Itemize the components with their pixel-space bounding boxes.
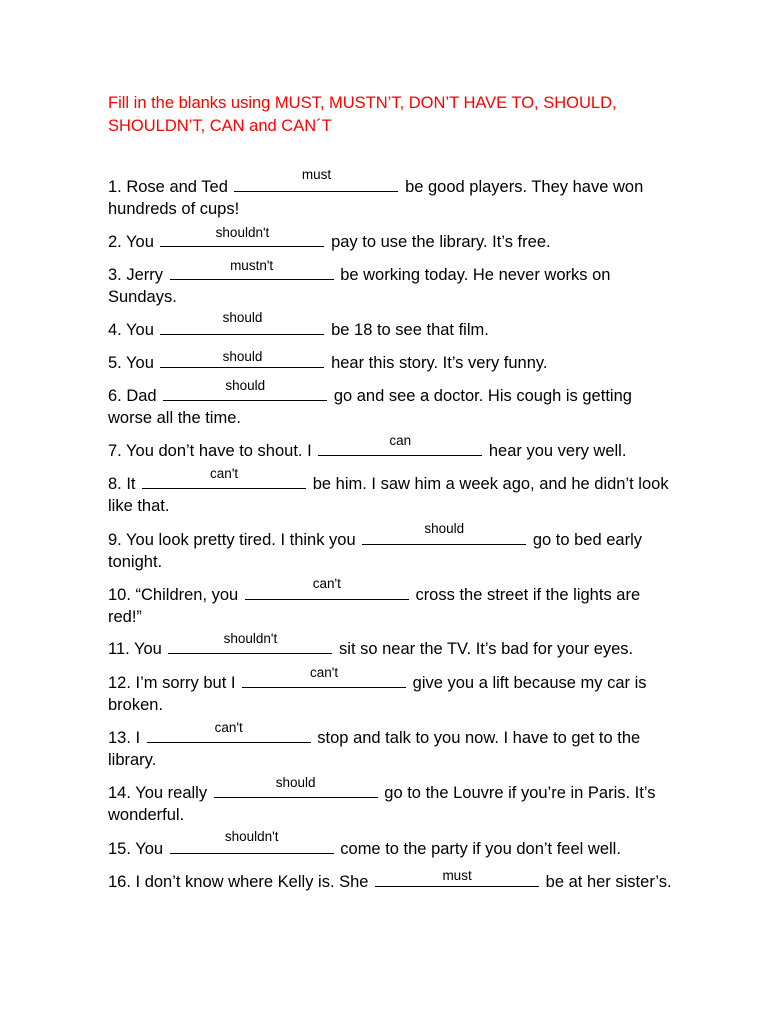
- answer-blank: [318, 433, 482, 456]
- question-text-after: be working today. He never works on Sundays.: [108, 266, 611, 306]
- answer-text: should: [424, 521, 465, 536]
- question-text-after: be good players. They have won hundreds of cups!: [108, 178, 644, 218]
- question-11: [108, 631, 678, 660]
- question-14: [108, 775, 678, 826]
- answer-text: shouldn't: [215, 225, 270, 240]
- question-text-before: 8. It: [108, 475, 136, 493]
- answer-text: shouldn't: [223, 631, 278, 646]
- answer-blank: [245, 576, 409, 600]
- question-text-before: 1. Rose and Ted: [108, 178, 228, 196]
- question-9: [108, 521, 678, 573]
- question-text-after: cross the street if the lights are red!”: [108, 586, 641, 626]
- question-1: [108, 167, 678, 220]
- answer-blank: [142, 466, 306, 489]
- question-12: [108, 665, 678, 716]
- question-13: [108, 720, 678, 771]
- instructions: Fill in the blanks using MUST, MUSTN’T, DON’T HAVE TO, SHOULD, SHOULDN’T, CAN and CAN´T: [108, 94, 617, 135]
- question-7: [108, 433, 678, 462]
- answer-blank: [214, 775, 378, 798]
- question-text-after: stop and talk to you now. I have to get to the library.: [108, 729, 641, 769]
- answer-text: can't: [210, 466, 239, 481]
- question-text-after: be 18 to see that film.: [331, 321, 489, 339]
- answer-text: should: [225, 378, 266, 393]
- question-3: [108, 258, 678, 308]
- answer-text: should: [222, 310, 263, 325]
- answer-text: must: [442, 868, 472, 883]
- question-text-before: 10. “Children, you: [108, 586, 239, 604]
- answer-blank: [362, 521, 526, 545]
- question-text-before: 14. You really: [108, 784, 208, 802]
- question-text-after: come to the party if you don’t feel well.: [340, 840, 621, 858]
- question-16: [108, 868, 678, 893]
- answer-text: can: [389, 433, 412, 448]
- question-text-after: be at her sister’s.: [545, 873, 672, 891]
- question-6: [108, 378, 678, 429]
- answer-text: shouldn't: [224, 829, 279, 844]
- question-15: [108, 829, 678, 860]
- question-text-before: 13. I: [108, 729, 141, 747]
- question-text-after: go to the Louvre if you’re in Paris. It’s wonderful.: [108, 784, 656, 824]
- answer-blank: [147, 720, 311, 743]
- question-text-before: 5. You: [108, 354, 154, 372]
- answer-text: should: [275, 775, 316, 790]
- question-text-before: 6. Dad: [108, 387, 157, 405]
- question-4: [108, 310, 678, 341]
- question-text-before: 3. Jerry: [108, 266, 164, 284]
- question-text-before: 11. You: [108, 640, 162, 658]
- answer-text: should: [222, 349, 263, 364]
- answer-text: mustn't: [230, 258, 274, 273]
- answer-blank: [168, 631, 332, 654]
- question-text-before: 15. You: [108, 840, 164, 858]
- question-text-after: go and see a doctor. His cough is getting worse all the time.: [108, 387, 632, 427]
- question-text-after: go to bed early tonight.: [108, 531, 643, 571]
- question-text-after: give you a lift because my car is broken.: [108, 674, 647, 714]
- question-text-after: sit so near the TV. It’s bad for your eyes.: [339, 640, 634, 658]
- question-text-before: 12. I’m sorry but I: [108, 674, 236, 692]
- question-5: [108, 349, 678, 374]
- answer-blank: [170, 829, 334, 854]
- answer-text: must: [301, 167, 332, 182]
- answer-text: can't: [312, 576, 341, 591]
- answer-blank: [160, 225, 324, 247]
- answer-blank: [160, 349, 324, 368]
- answer-text: can't: [214, 720, 243, 735]
- question-text-before: 9. You look pretty tired. I think you: [108, 531, 356, 549]
- question-text-before: 7. You don’t have to shout. I: [108, 442, 312, 460]
- question-text-after: pay to use the library. It’s free.: [331, 233, 551, 251]
- question-text-after: hear this story. It’s very funny.: [331, 354, 548, 372]
- answer-blank: [163, 378, 327, 401]
- question-text-before: 4. You: [108, 321, 154, 339]
- question-text-before: 16. I don’t know where Kelly is. She: [108, 873, 369, 891]
- answer-blank: [234, 167, 398, 192]
- answer-text: can't: [310, 665, 339, 680]
- answer-blank: [242, 665, 406, 688]
- question-10: [108, 576, 678, 628]
- question-2: [108, 225, 678, 253]
- question-text-after: be him. I saw him a week ago, and he didn’t look like that.: [108, 475, 669, 515]
- question-8: [108, 466, 678, 517]
- answer-blank: [160, 310, 324, 335]
- question-text-before: 2. You: [108, 233, 154, 251]
- question-text-after: hear you very well.: [488, 442, 627, 460]
- answer-blank: [375, 868, 539, 887]
- answer-blank: [170, 258, 334, 280]
